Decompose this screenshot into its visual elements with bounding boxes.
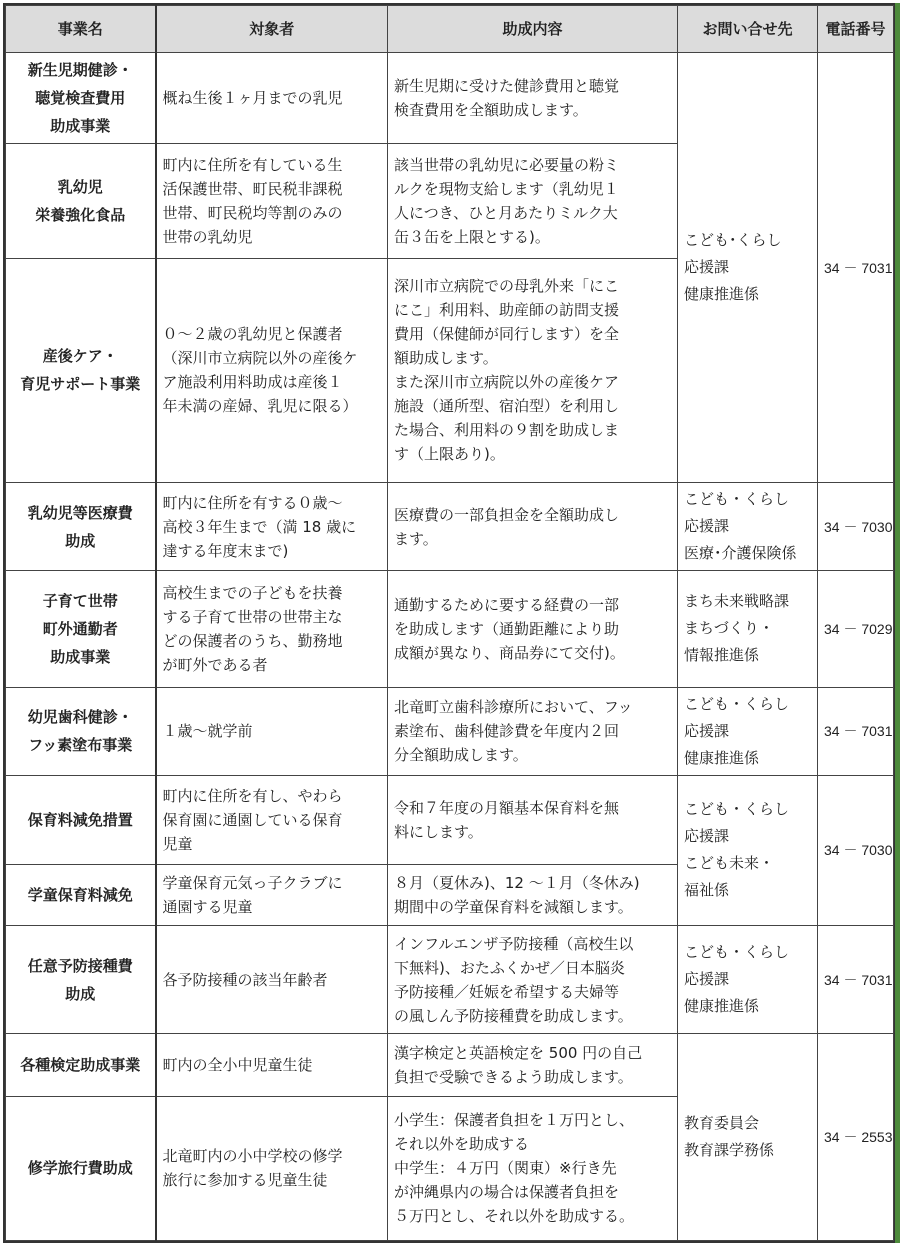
- text-line: 人につき、ひと月あたりミルク大: [394, 203, 618, 222]
- text-line: 検査費用を全額助成します。: [394, 101, 588, 120]
- eligibility-cell: [156, 483, 388, 571]
- text-line: 概ね生後１ヶ月までの乳児: [162, 89, 343, 108]
- text-line: 料にします。: [394, 822, 483, 841]
- text-line: それ以外を助成する: [394, 1135, 530, 1154]
- program-name-cell: [6, 144, 156, 258]
- text-line: 各予防接種の該当年齢者: [162, 970, 328, 989]
- text-line: 成額が異なり、商品券にて交付)。: [394, 643, 625, 662]
- header-content: 助成内容: [388, 6, 678, 53]
- text-line: 児童: [162, 834, 193, 853]
- text-line: こども･くらし: [684, 231, 782, 250]
- subsidy-detail-cell: [388, 687, 678, 775]
- text-line: 費用（保健師が同行します）を全: [394, 325, 620, 344]
- text-line: 通勤するために要する経費の一部: [394, 595, 620, 614]
- text-line: フッ素塗布事業: [28, 736, 133, 755]
- text-line: 新生児期健診・: [27, 61, 133, 80]
- phone-cell: 34 － 7031: [818, 687, 894, 775]
- contact-cell: [678, 53, 818, 483]
- phone-cell: 34 － 2553: [818, 1034, 894, 1241]
- text-line: 令和７年度の月額基本保育料を無: [394, 798, 620, 817]
- text-line: にこ」利用料、助産師の訪問支援: [394, 301, 620, 320]
- text-line: こども・くらし: [684, 694, 790, 713]
- header-contact: お問い合せ先: [678, 6, 818, 53]
- text-line: 助成: [65, 531, 96, 550]
- right-accent-bar: [895, 3, 900, 1243]
- table-row: [6, 53, 894, 144]
- text-line: こども・くらし: [684, 490, 790, 509]
- eligibility-cell: [156, 1096, 388, 1240]
- text-line: 健康推進係: [684, 285, 760, 304]
- phone-cell: 34 － 7029: [818, 571, 894, 687]
- contact-cell: [678, 687, 818, 775]
- text-line: 乳幼児等医療費: [27, 503, 133, 522]
- text-line: する子育て世帯の世帯主な: [162, 607, 343, 626]
- text-line: 施設（通所型、宿泊型）を利用し: [394, 397, 620, 416]
- table-row: [6, 926, 894, 1034]
- eligibility-cell: [156, 571, 388, 687]
- table-row: [6, 1034, 894, 1096]
- subsidy-detail-cell: [388, 775, 678, 864]
- text-line: 保育園に通園している保育: [162, 810, 343, 829]
- text-line: （深川市立病院以外の産後ケ: [162, 349, 358, 368]
- phone-cell: 34 － 7031: [818, 926, 894, 1034]
- header-row: [6, 6, 894, 53]
- text-line: 負担で受験できるよう助成します。: [394, 1067, 633, 1086]
- text-line: 年未満の産婦、乳児に限る）: [162, 397, 358, 416]
- text-line: 深川市立病院での母乳外来「にこ: [394, 277, 620, 296]
- eligibility-cell: [156, 258, 388, 483]
- contact-cell: [678, 926, 818, 1034]
- text-line: こども・くらし: [684, 800, 790, 819]
- text-line: 分全額助成します。: [394, 746, 528, 765]
- program-name-cell: [6, 1034, 156, 1096]
- text-line: 福祉係: [684, 881, 730, 900]
- text-line: 健康推進係: [684, 997, 760, 1016]
- text-line: 通園する児童: [162, 898, 253, 917]
- program-name-cell: [6, 926, 156, 1034]
- text-line: 学童保育元気っ子クラブに: [162, 874, 343, 893]
- contact-cell: [678, 1034, 818, 1241]
- text-line: ア施設利用料助成は産後１: [162, 373, 343, 392]
- eligibility-cell: [156, 865, 388, 926]
- text-line: 新生児期に受けた健診費用と聴覚: [394, 77, 620, 96]
- text-line: 缶３缶を上限とする)。: [394, 227, 550, 246]
- subsidy-detail-cell: [388, 1096, 678, 1240]
- text-line: 該当世帯の乳幼児に必要量の粉ミ: [394, 155, 620, 174]
- text-line: の風しん予防接種費を助成します。: [394, 1006, 633, 1025]
- text-line: 達する年度末まで): [162, 541, 289, 560]
- text-line: 北竜町立歯科診療所において、フッ: [394, 698, 633, 717]
- text-line: 保育料減免措置: [27, 810, 133, 829]
- text-line: 助成: [65, 984, 96, 1003]
- text-line: 中学生：４万円（関東）※行き先: [394, 1159, 617, 1178]
- text-line: 世帯の乳幼児: [162, 227, 253, 246]
- text-line: 期間中の学童保育料を減額します。: [394, 898, 633, 917]
- header-phone: 電話番号: [818, 6, 894, 53]
- subsidy-detail-cell: [388, 483, 678, 571]
- text-line: 町外通勤者: [42, 619, 118, 638]
- text-line: インフルエンザ予防接種（高校生以: [394, 934, 634, 953]
- text-line: 健康推進係: [684, 748, 760, 767]
- text-line: また深川市立病院以外の産後ケア: [394, 373, 620, 392]
- text-line: 世帯、町民税均等割のみの: [162, 203, 343, 222]
- subsidy-table: [5, 5, 894, 1241]
- phone-cell: 34 － 7030: [818, 775, 894, 925]
- text-line: 医療費の一部負担金を全額助成し: [394, 505, 620, 524]
- text-line: 産後ケア・: [42, 347, 118, 366]
- text-line: 教育委員会: [684, 1114, 760, 1133]
- program-name-cell: [6, 775, 156, 864]
- text-line: 素塗布、歯科健診費を年度内２回: [394, 722, 620, 741]
- text-line: 小学生：保護者負担を１万円とし、: [394, 1111, 635, 1130]
- text-line: まちづくり・: [684, 619, 774, 638]
- text-line: 高校３年生まで（満 18 歳に: [162, 517, 357, 536]
- eligibility-cell: [156, 687, 388, 775]
- eligibility-cell: [156, 926, 388, 1034]
- text-line: す（上限あり)。: [394, 445, 505, 464]
- table-row: [6, 687, 894, 775]
- program-name-cell: [6, 483, 156, 571]
- subsidy-detail-cell: [388, 53, 678, 144]
- text-line: 町内の全小中児童生徒: [162, 1055, 313, 1074]
- text-line: 任意予防接種費: [27, 956, 133, 975]
- text-line: 応援課: [684, 258, 730, 277]
- text-line: 助成事業: [50, 647, 111, 666]
- program-name-cell: [6, 865, 156, 926]
- text-line: 教育課学務係: [684, 1141, 775, 1160]
- subsidy-detail-cell: [388, 926, 678, 1034]
- text-line: 活保護世帯、町民税非課税: [162, 179, 343, 198]
- text-line: こども未来・: [684, 854, 775, 873]
- text-line: 漢字検定と英語検定を 500 円の自己: [394, 1043, 643, 1062]
- program-name-cell: [6, 53, 156, 144]
- subsidy-detail-cell: [388, 1034, 678, 1096]
- text-line: 町内に住所を有する０歳～: [162, 493, 343, 512]
- text-line: 乳幼児: [57, 177, 103, 196]
- text-line: 町内に住所を有している生: [162, 155, 343, 174]
- text-line: 医療･介護保険係: [684, 544, 797, 563]
- table-row: [6, 775, 894, 864]
- text-line: 予防接種／妊娠を希望する夫婦等: [394, 982, 620, 1001]
- header-target: 対象者: [156, 6, 388, 53]
- eligibility-cell: [156, 144, 388, 258]
- text-line: 栄養強化食品: [35, 205, 126, 224]
- text-line: 聴覚検査費用: [35, 89, 126, 108]
- text-line: が沖縄県内の場合は保護者負担を: [394, 1183, 620, 1202]
- text-line: １歳～就学前: [162, 722, 253, 741]
- text-line: 修学旅行費助成: [27, 1159, 133, 1178]
- text-line: 応援課: [684, 517, 730, 536]
- text-line: 子育て世帯: [42, 591, 118, 610]
- text-line: 北竜町内の小中学校の修学: [162, 1147, 343, 1166]
- text-line: 額助成します。: [394, 349, 498, 368]
- text-line: 情報推進係: [684, 646, 760, 665]
- table-row: [6, 483, 894, 571]
- header-name: 事業名: [6, 6, 156, 53]
- text-line: 応援課: [684, 827, 730, 846]
- text-line: 助成事業: [50, 117, 111, 136]
- contact-cell: [678, 571, 818, 687]
- text-line: を助成します（通勤距離により助: [394, 619, 620, 638]
- subsidy-detail-cell: [388, 571, 678, 687]
- contact-cell: [678, 483, 818, 571]
- program-name-cell: [6, 571, 156, 687]
- table-row: [6, 571, 894, 687]
- text-line: 育児サポート事業: [20, 375, 141, 394]
- text-line: どの保護者のうち、勤務地: [162, 631, 343, 650]
- text-line: 下無料)、おたふくかぜ／日本脳炎: [394, 958, 625, 977]
- text-line: ８月（夏休み)、12 ～１月（冬休み): [394, 874, 640, 893]
- text-line: こども・くらし: [684, 943, 790, 962]
- text-line: 応援課: [684, 721, 730, 740]
- text-line: 町内に住所を有し、やわら: [162, 786, 343, 805]
- eligibility-cell: [156, 53, 388, 144]
- text-line: 応援課: [684, 970, 730, 989]
- text-line: 幼児歯科健診・: [27, 708, 133, 727]
- text-line: た場合、利用料の９割を助成しま: [394, 421, 620, 440]
- program-name-cell: [6, 1096, 156, 1240]
- text-line: 旅行に参加する児童生徒: [162, 1171, 328, 1190]
- program-name-cell: [6, 258, 156, 483]
- subsidy-detail-cell: [388, 865, 678, 926]
- subsidy-detail-cell: [388, 258, 678, 483]
- text-line: 各種検定助成事業: [20, 1055, 141, 1074]
- text-line: ５万円とし、それ以外を助成する。: [394, 1207, 635, 1226]
- program-name-cell: [6, 687, 156, 775]
- contact-cell: [678, 775, 818, 925]
- text-line: まち未来戦略課: [684, 592, 790, 611]
- text-line: ます。: [394, 529, 438, 548]
- text-line: が町外である者: [162, 655, 268, 674]
- phone-cell: 34 － 7031: [818, 53, 894, 483]
- eligibility-cell: [156, 1034, 388, 1096]
- text-line: ０～２歳の乳幼児と保護者: [162, 325, 343, 344]
- subsidy-detail-cell: [388, 144, 678, 258]
- text-line: ルクを現物支給します（乳幼児１: [394, 179, 619, 198]
- eligibility-cell: [156, 775, 388, 864]
- phone-cell: 34 － 7030: [818, 483, 894, 571]
- text-line: 高校生までの子どもを扶養: [162, 583, 343, 602]
- text-line: 学童保育料減免: [27, 886, 133, 905]
